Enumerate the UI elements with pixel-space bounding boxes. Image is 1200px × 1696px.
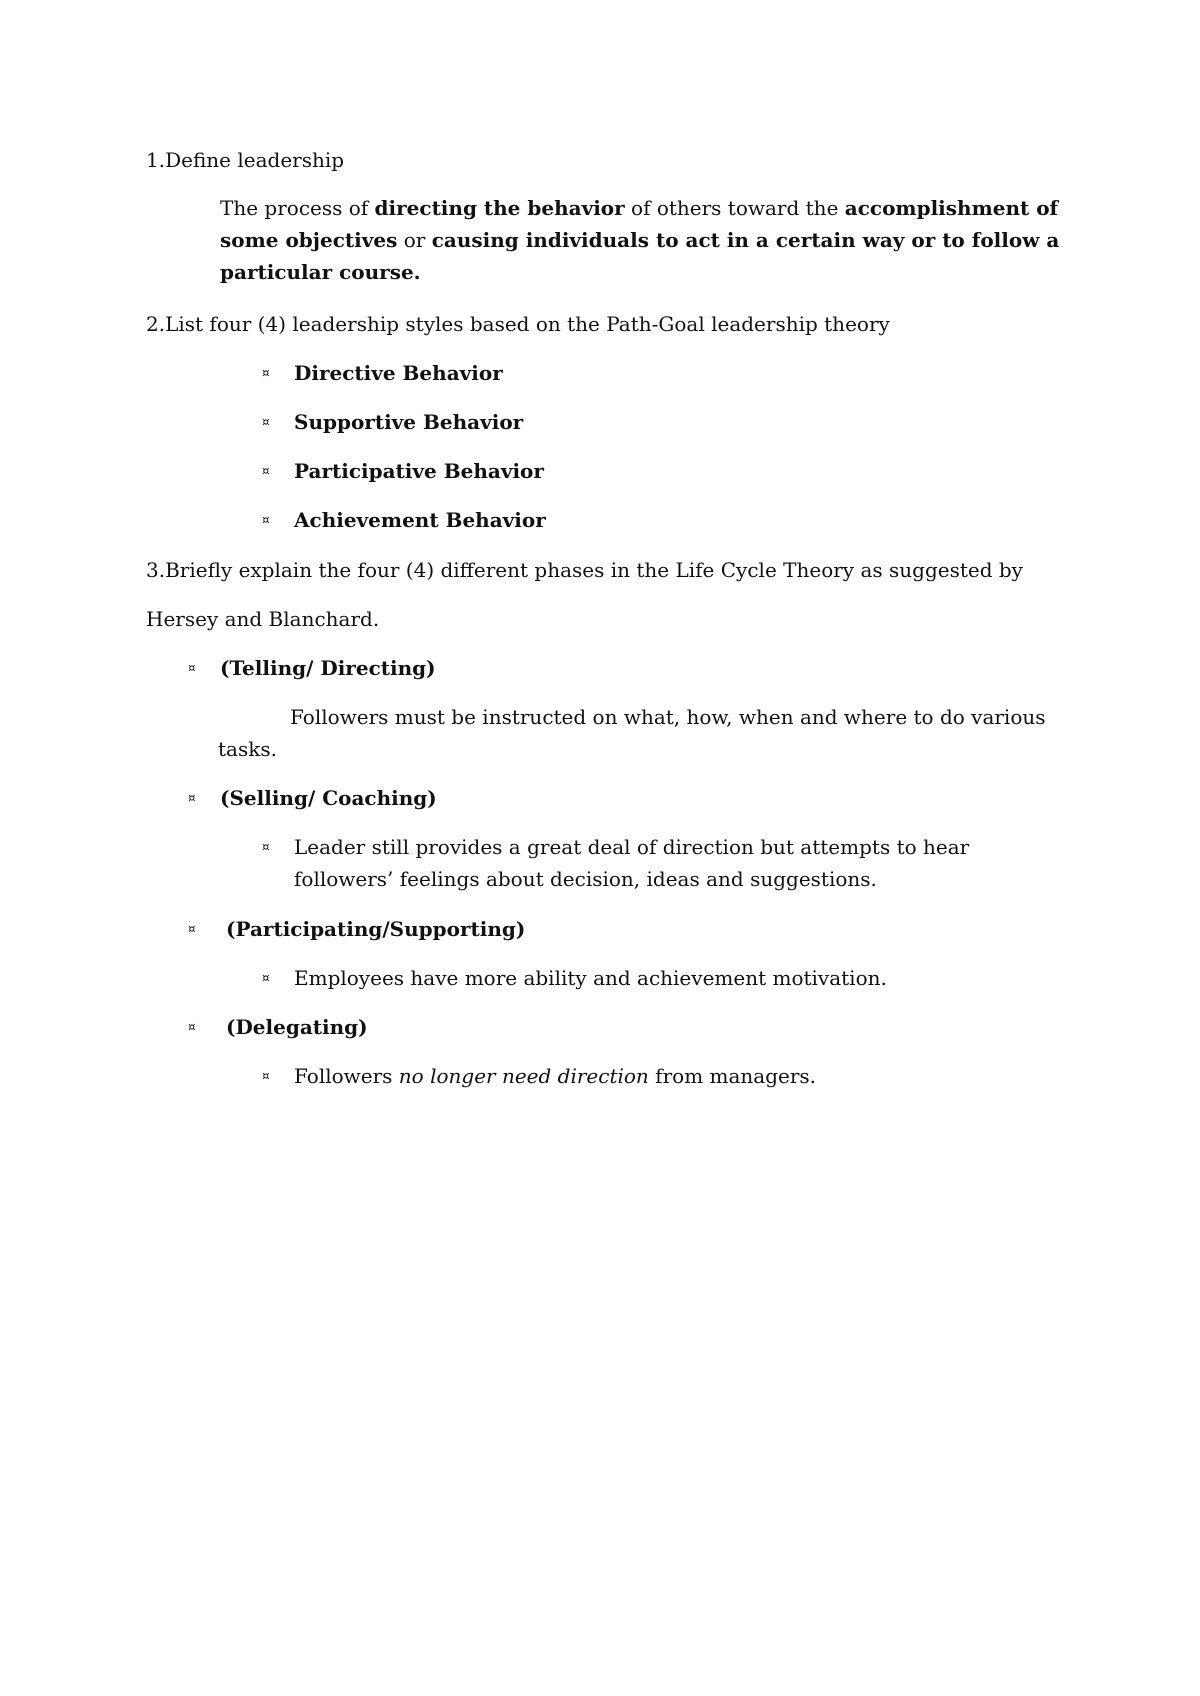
phase-4-text-pre: Followers: [294, 1064, 399, 1088]
q1-answer-bold-1: directing the behavior: [374, 196, 625, 220]
phase-3-text: Employees have more ability and achievement motivation.: [294, 966, 887, 990]
q1-answer: [220, 192, 1080, 288]
q3-heading-line-1: 3.Briefly explain the four (4) different phases in the Life Cycle Theory as suggested by: [146, 558, 1023, 582]
q2-style-1: Directive Behavior: [294, 361, 503, 385]
phase-4-text-emphasis: no longer need direction: [398, 1064, 649, 1088]
bullet-icon: ¤: [262, 464, 270, 478]
bullet-icon: ¤: [262, 415, 270, 429]
q2-style-2: Supportive Behavior: [294, 410, 524, 434]
bullet-icon: ¤: [188, 922, 196, 936]
q1-answer-text-3: or: [397, 228, 432, 252]
q3-heading-line-2: Hersey and Blanchard.: [146, 607, 380, 631]
bullet-icon: ¤: [262, 971, 270, 985]
q2-style-4: Achievement Behavior: [294, 508, 546, 532]
q1-answer-bold-3: causing individuals to act in a certain way or to follow a particular course.: [220, 228, 1060, 284]
q1-heading: 1.Define leadership: [146, 148, 345, 172]
q1-answer-text-1: The process of: [220, 196, 375, 220]
phase-1-text-line-2: tasks.: [218, 737, 277, 761]
q1-answer-text-2: of others toward the: [624, 196, 845, 220]
bullet-icon: ¤: [262, 366, 270, 380]
phase-2-text: Leader still provides a great deal of direction but attempts to hear followers’ feelings about decision, ideas and suggestions.: [294, 835, 970, 891]
bullet-icon: ¤: [262, 840, 270, 854]
phase-3-title: (Participating/Supporting): [226, 917, 526, 941]
phase-4-text-post: from managers.: [648, 1064, 817, 1088]
bullet-icon: ¤: [262, 513, 270, 527]
q2-heading: 2.List four (4) leadership styles based on the Path-Goal leadership theory: [146, 312, 890, 336]
q1-answer-bold-2: accomplishment of some objectives: [220, 196, 1059, 252]
bullet-icon: ¤: [262, 1069, 270, 1083]
phase-2-title: (Selling/ Coaching): [220, 786, 437, 810]
bullet-icon: ¤: [188, 1020, 196, 1034]
phase-1-text-line-1: Followers must be instructed on what, how, when and where to do various: [290, 705, 1046, 729]
bullet-icon: ¤: [188, 791, 196, 805]
phase-1-title: (Telling/ Directing): [220, 656, 436, 680]
bullet-icon: ¤: [188, 661, 196, 675]
q2-style-3: Participative Behavior: [294, 459, 544, 483]
phase-4-text: [294, 1060, 816, 1092]
phase-4-title: (Delegating): [226, 1015, 368, 1039]
